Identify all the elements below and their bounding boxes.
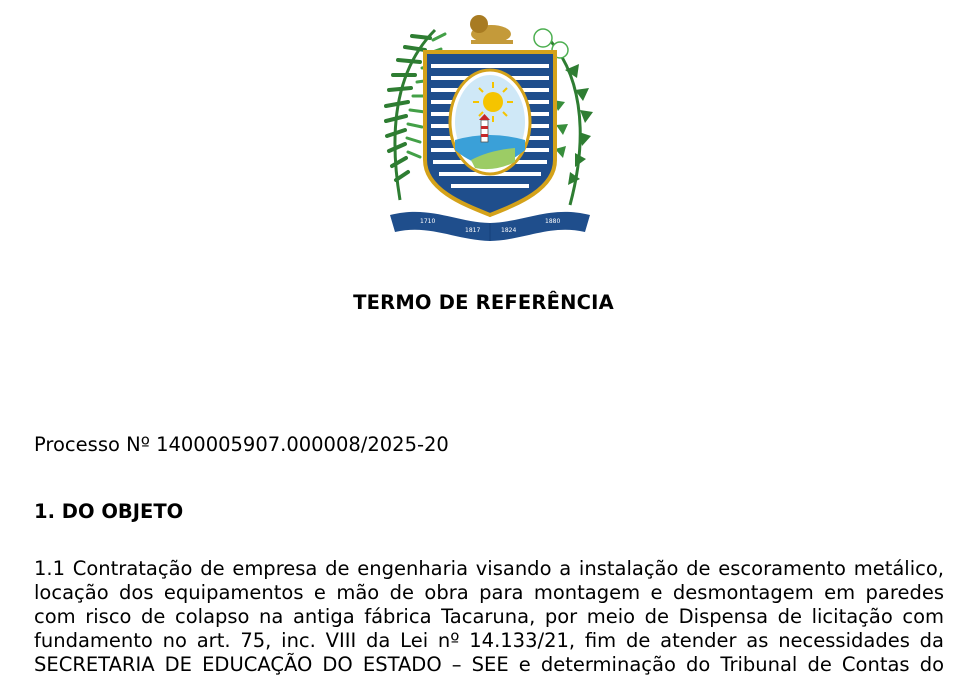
sun-icon	[473, 82, 513, 122]
ribbon-year: 1880	[545, 218, 561, 225]
paragraph-line: com risco de colapso na antiga fábrica Tacaruna, por meio de Dispensa de licitação com	[34, 605, 944, 628]
ribbon-year: 1817	[465, 227, 481, 234]
paragraph-line: 1.1 Contratação de empresa de engenharia visando a instalação de escoramento metálico,	[34, 557, 944, 580]
document-title: TERMO DE REFERÊNCIA	[353, 291, 614, 314]
paragraph-line: locação dos equipamentos e mão de obra para montagem e desmontagem em paredes	[34, 581, 944, 604]
lion-icon	[470, 15, 513, 44]
object-paragraph	[34, 557, 944, 677]
ribbon-year: 1710	[420, 218, 436, 225]
section-heading: 1. DO OBJETO	[34, 500, 184, 523]
ribbon-year: 1824	[501, 227, 517, 234]
process-number: Processo Nº 1400005907.000008/2025-20	[34, 433, 449, 456]
paragraph-line: fundamento no art. 75, inc. VIII da Lei nº 14.133/21, fim de atender as necessidades da	[34, 629, 944, 652]
paragraph-line: SECRETARIA DE EDUCAÇÃO DO ESTADO – SEE e determinação do Tribunal de Contas do	[34, 653, 944, 676]
shield-icon	[425, 52, 555, 215]
pernambuco-coat-of-arms	[375, 10, 605, 245]
